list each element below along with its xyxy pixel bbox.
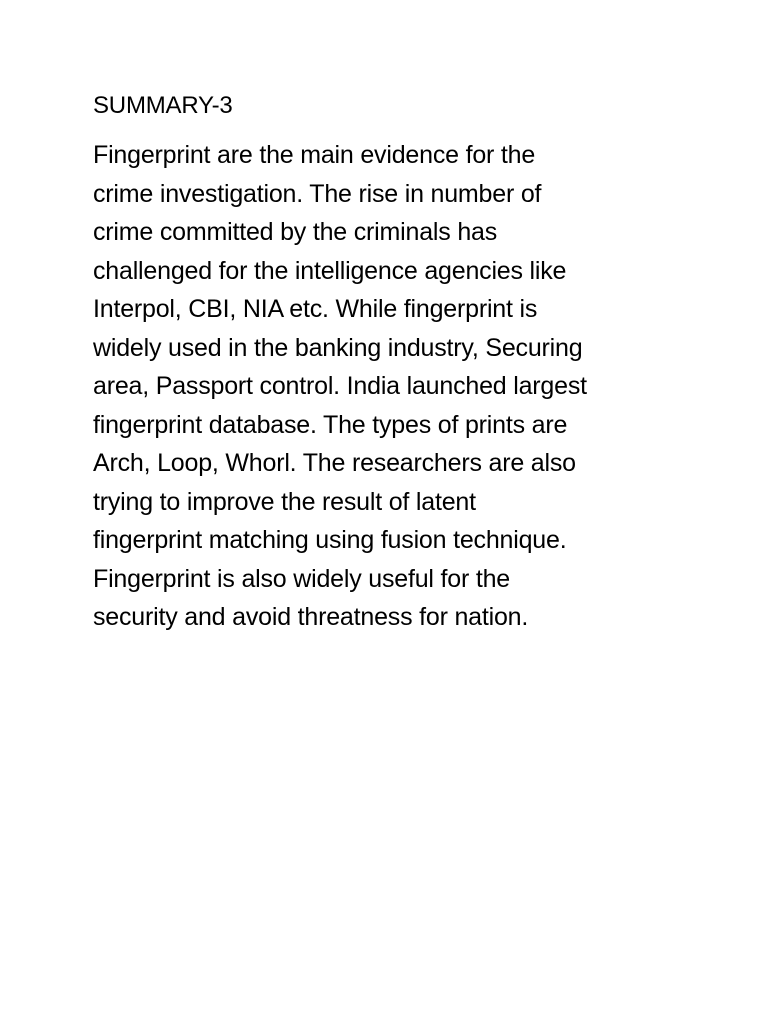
document-content [93,88,678,637]
paragraph-line: crime investigation. The rise in number of [93,179,542,208]
paragraph-line: widely used in the banking industry, Securing [93,333,583,362]
paragraph-line: Interpol, CBI, NIA etc. While fingerprint is [93,295,538,323]
paragraph-line: Fingerprint are the main evidence for the [93,141,536,169]
paragraph-line: challenged for the intelligence agencies like [93,256,567,285]
document-title: SUMMARY-3 [93,92,233,119]
paragraph-line: security and avoid threatness for nation. [93,603,529,631]
paragraph-line: fingerprint matching using fusion technique. [93,526,567,554]
paragraph-line: fingerprint database. The types of prints are [93,410,568,439]
summary-paragraph [93,136,678,637]
paragraph-line: area, Passport control. India launched largest [93,372,587,400]
paragraph-line: trying to improve the result of latent [93,487,476,516]
paragraph-line: Arch, Loop, Whorl. The researchers are also [93,449,576,477]
paragraph-line: crime committed by the criminals has [93,218,498,246]
paragraph-line: Fingerprint is also widely useful for the [93,564,510,593]
